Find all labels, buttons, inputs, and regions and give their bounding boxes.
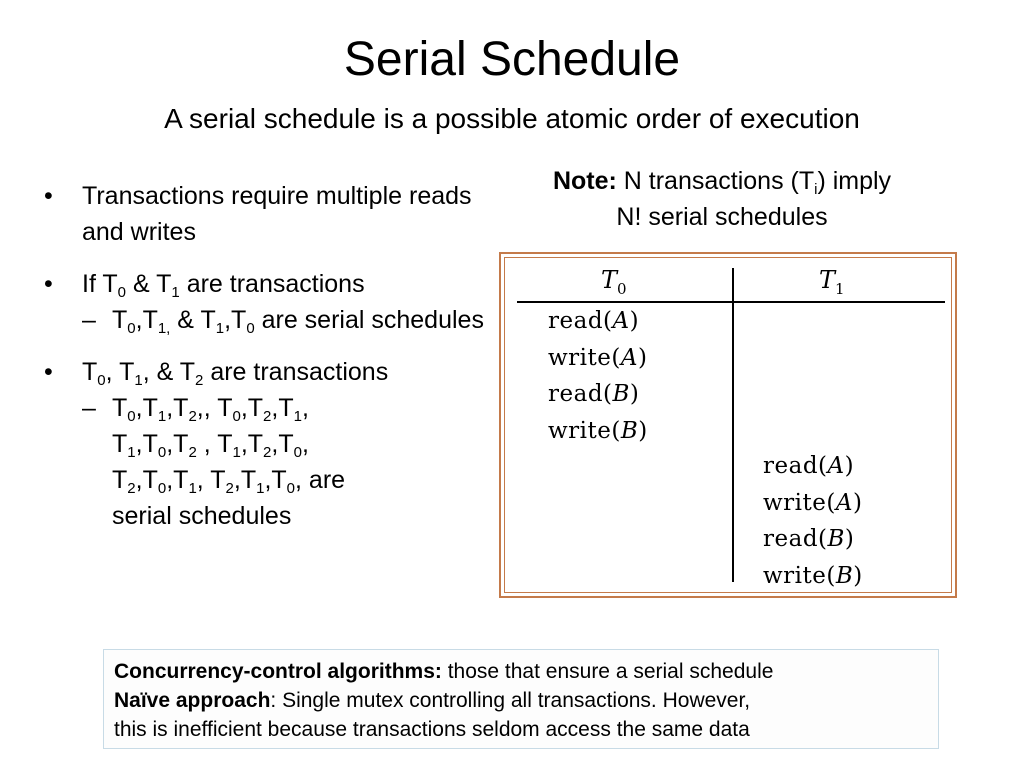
dash-mark: – (82, 394, 96, 422)
callout-line-2: Naïve approach: Single mutex controlling all transactions. However, (114, 689, 751, 712)
note-label: Note: (552, 167, 617, 195)
slide-title: Serial Schedule (343, 33, 681, 86)
bullet-3-text: $T_0$, $T_1$, & $T_2$ are transactions (82, 358, 389, 389)
bullet-2-sub-text: $T_0,T_{1,}$ & $T_1,T_0$ are serial schedules (112, 306, 484, 337)
t1-operation: read(A) (763, 453, 855, 479)
note-line-1: Note: N transactions $(T_i)$ imply (552, 167, 892, 198)
bullet-2 (40, 266, 495, 338)
t0-operation: read(B) (548, 381, 640, 407)
callout-box (103, 649, 939, 749)
note-line-2: N! serial schedules (616, 203, 828, 231)
bullet-3-sub (82, 390, 495, 534)
bullet-dot: • (44, 270, 53, 298)
bullet-1-text: Transactions require multiple reads and writes (82, 182, 472, 246)
t1-operation: write(B) (763, 562, 863, 589)
bullet-2-text: If $T_0$ & $T_1$ are transactions (82, 270, 365, 301)
bullet-2-sub (82, 302, 495, 338)
col-header-t0: $T_0$ (601, 266, 627, 298)
bullet-dot: • (44, 182, 53, 210)
bullet-3-sub-text: $T_0,T_1,T_2$,, $T_0,T_2,T_1$, $T_1,T_0,T_2$ , $T_1,T_2,T_0$, $T_2,T_0,T_1$, $T_2,T_1,T_0$, are serial schedules (112, 394, 346, 530)
bullet-1 (40, 178, 495, 250)
slide-subtitle: A serial schedule is a possible atomic order of execution (164, 103, 860, 134)
callout-line-1: Concurrency-control algorithms: those that ensure a serial schedule (114, 660, 774, 683)
schedule-table (499, 252, 957, 598)
bullet-3 (40, 354, 495, 534)
callout-line-3: this is inefficient because transactions seldom access the same data (114, 718, 750, 741)
t0-operation: write(A) (548, 344, 648, 371)
dash-mark: – (82, 306, 96, 334)
t1-operation: read(B) (763, 526, 855, 552)
bullet-dot: • (44, 358, 53, 386)
t1-operation: write(A) (763, 489, 863, 516)
col-header-t1: $T_1$ (819, 266, 845, 298)
bullet-list (40, 178, 495, 550)
t0-operation: write(B) (548, 417, 648, 444)
t0-operation: read(A) (548, 308, 640, 334)
note (500, 163, 944, 235)
